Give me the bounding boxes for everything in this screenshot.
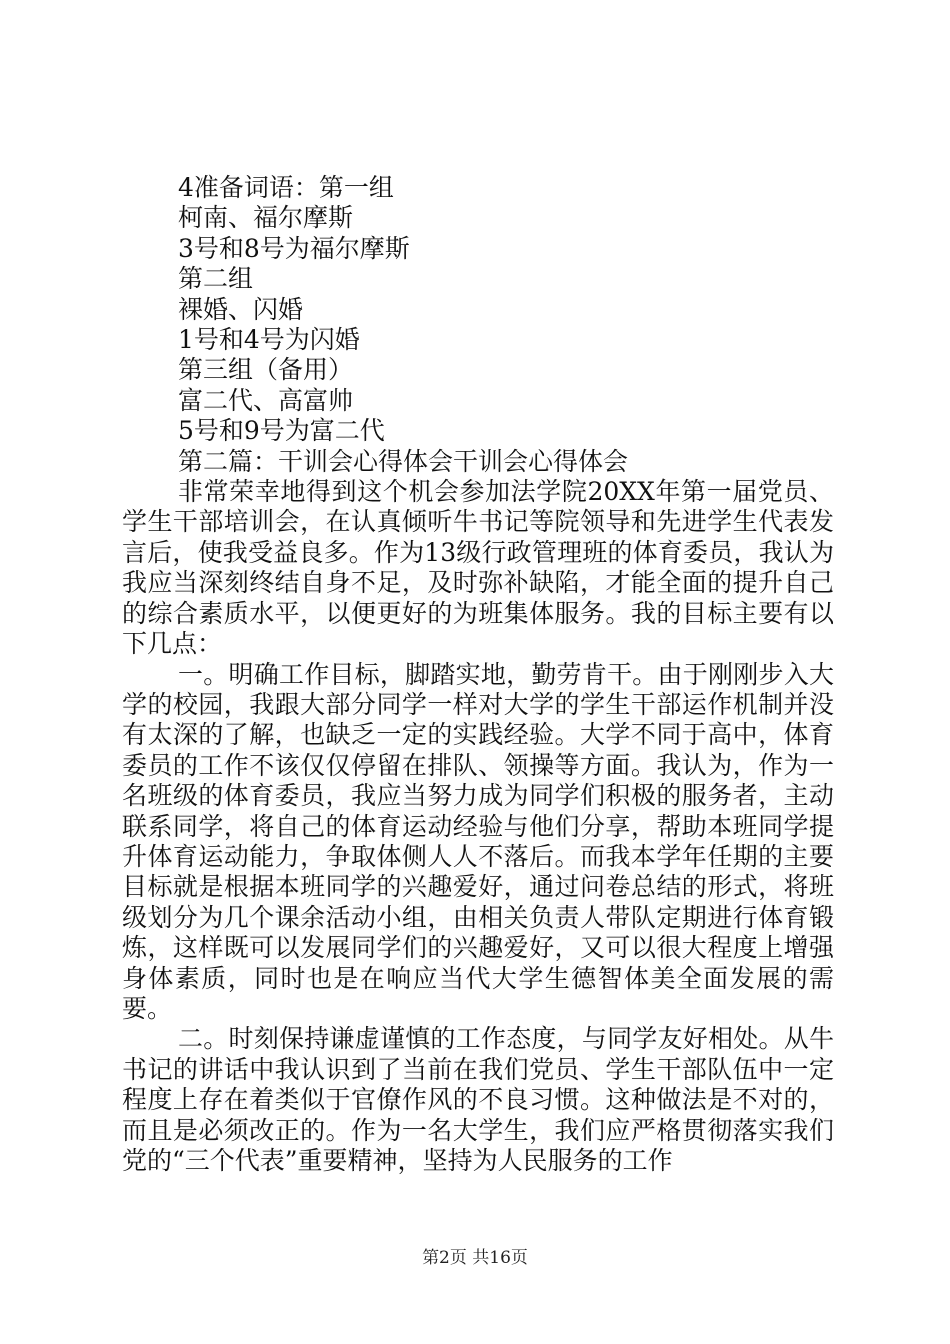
paragraph: 一。明确工作目标，脚踏实地，勤劳肯干。由于刚刚步入大学的校园，我跟大部分同学一样对大学的学生干部运作机制并没有太深的了解，也缺乏一定的实践经验。大学不同于高中，体育委员的工作不该仅仅停留在排队、领操等方面。我认为，作为一名班级的体育委员，我应当努力成为同学们积极的服务者，主动联系同学，将自己的体育运动经验与他们分享，帮助本班同学提升体育运动能力，争取体侧人人不落后。而我本学年任期的主要目标就是根据本班同学的兴趣爱好，通过问卷总结的形式，将班级划分为几个课余活动小组，由相关负责人带队定期进行体育锻炼，这样既可以发展同学们的兴趣爱好，又可以很大程度上增强身体素质，同时也是在响应当代大学生德智体美全面发展的需要。 <box>122 659 834 1023</box>
text-line: 1号和4号为闪婚 <box>178 325 360 355</box>
text-line: 第三组（备用） <box>178 355 354 385</box>
paragraph: 非常荣幸地得到这个机会参加法学院20XX年第一届党员、学生干部培训会，在认真倾听牛书记等院领导和先进学生代表发言后，使我受益良多。作为13级行政管理班的体育委员，我认为我应当深刻终结自身不足，及时弥补缺陷，才能全面的提升自己的综合素质水平，以便更好的为班集体服务。我的目标主要有以下几点： <box>122 477 834 659</box>
text-line: 裸婚、闪婚 <box>178 294 304 324</box>
paragraph: 二。时刻保持谦虚谨慎的工作态度，与同学友好相处。从牛书记的讲话中我认识到了当前在我们党员、学生干部队伍中一定程度上存在着类似于官僚作风的不良习惯。这种做法是不对的，而且是必须改正的。作为一名大学生，我们应严格贯彻落实我们党的“三个代表”重要精神，坚持为人民服务的工作 <box>122 1024 834 1175</box>
text-line: 5号和9号为富二代 <box>178 416 385 446</box>
text-line: 4准备词语：第一组 <box>178 173 394 202</box>
page-footer: 第2页 共16页 <box>422 1248 528 1268</box>
text-line: 3号和8号为福尔摩斯 <box>178 233 410 263</box>
text-line: 柯南、福尔摩斯 <box>178 203 354 233</box>
text-line: 第二组 <box>178 264 254 294</box>
document-body <box>122 173 834 1176</box>
text-line: 富二代、高富帅 <box>178 385 354 415</box>
section-heading: 第二篇：干训会心得体会干训会心得体会 <box>178 446 629 476</box>
